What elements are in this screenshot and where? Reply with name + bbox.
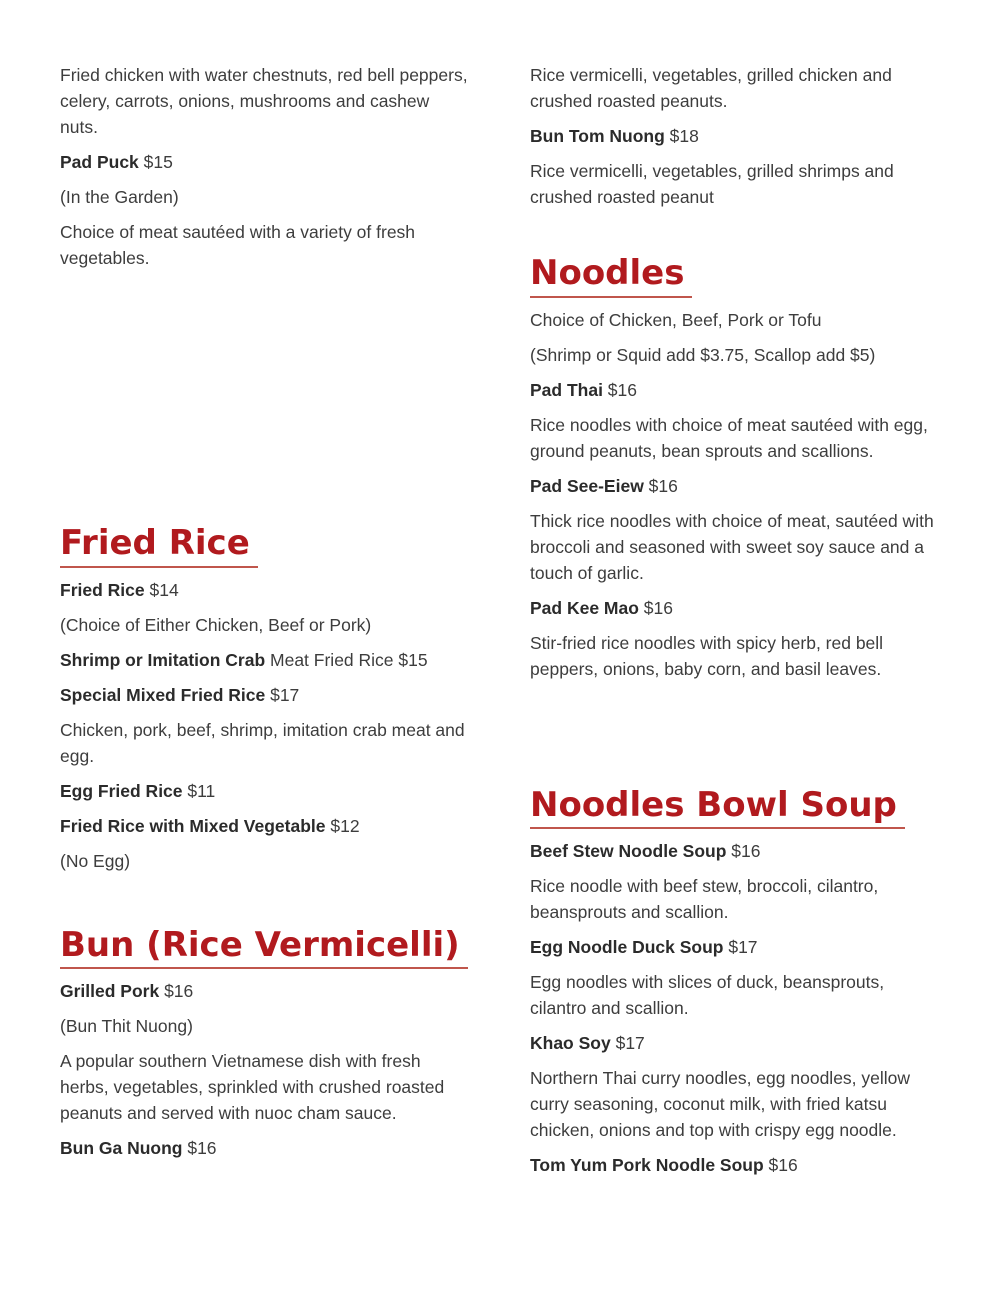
menu-description: Thick rice noodles with choice of meat, sautéed with broccoli and seasoned with sweet soy sauce and a touch of garlic. bbox=[530, 510, 934, 583]
menu-item bbox=[530, 123, 942, 149]
menu-item bbox=[60, 647, 472, 673]
menu-item bbox=[60, 778, 472, 804]
menu-note: (No Egg) bbox=[60, 850, 131, 871]
menu-item-price: $11 bbox=[182, 780, 216, 801]
menu-item-price: $16 bbox=[763, 1155, 798, 1176]
menu-item-name: Tom Yum Pork Noodle Soup bbox=[530, 1155, 764, 1176]
section-heading-text: Fried Rice bbox=[60, 525, 258, 568]
menu-item-name: Pad See-Eiew bbox=[530, 475, 644, 496]
menu-item-name: Grilled Pork bbox=[60, 981, 160, 1002]
menu-item-name: Egg Noodle Duck Soup bbox=[530, 937, 724, 958]
section-heading bbox=[530, 255, 942, 298]
menu-item-price: $15 bbox=[393, 649, 428, 670]
menu-note: (Shrimp or Squid add $3.75, Scallop add $5) bbox=[530, 344, 876, 365]
menu-item-price: $16 bbox=[643, 475, 678, 496]
menu-item-name: Special Mixed Fried Rice bbox=[60, 684, 266, 705]
menu-description: Rice noodle with beef stew, broccoli, cilantro, beansprouts and scallion. bbox=[530, 876, 879, 923]
menu-item bbox=[530, 838, 942, 864]
menu-item-name: Pad Thai bbox=[530, 379, 603, 400]
menu-description: Rice vermicelli, vegetables, grilled chicken and crushed roasted peanuts. bbox=[530, 65, 892, 111]
menu-item bbox=[60, 813, 472, 839]
section-heading bbox=[60, 525, 472, 568]
section-heading-text: Noodles bbox=[530, 255, 692, 298]
menu-item-name: Shrimp or Imitation Crab bbox=[60, 649, 266, 670]
menu-item bbox=[530, 1152, 942, 1178]
menu-note: (In the Garden) bbox=[60, 187, 179, 207]
menu-item bbox=[530, 934, 942, 960]
menu-item bbox=[530, 473, 942, 499]
menu-item-name-suffix: Meat Fried Rice bbox=[265, 649, 394, 670]
menu-item bbox=[530, 1030, 942, 1056]
menu-item bbox=[60, 149, 472, 175]
section-heading bbox=[60, 924, 472, 970]
menu-description: Northern Thai curry noodles, egg noodles, yellow curry seasoning, coconut milk, with fried katsu chicken, onions and top with crispy egg noodle. bbox=[530, 1068, 911, 1141]
menu-item-name: Fried Rice with Mixed Vegetable bbox=[60, 815, 326, 836]
menu-item-name: Bun Ga Nuong bbox=[60, 1138, 183, 1159]
menu-item-name: Bun Tom Nuong bbox=[530, 126, 665, 146]
menu-right-column bbox=[530, 62, 942, 1187]
menu-item bbox=[530, 377, 942, 403]
menu-item-price: $12 bbox=[325, 815, 360, 836]
menu-description: Rice vermicelli, vegetables, grilled shrimps and crushed roasted peanut bbox=[530, 161, 894, 207]
menu-item-name: Beef Stew Noodle Soup bbox=[530, 841, 727, 862]
section-spacer bbox=[60, 280, 472, 525]
menu-item-price: $16 bbox=[602, 379, 637, 400]
menu-item-price: $16 bbox=[638, 597, 673, 618]
menu-item-name: Fried Rice bbox=[60, 579, 145, 600]
section-spacer bbox=[530, 219, 942, 255]
menu-item bbox=[530, 595, 942, 621]
menu-note: (Choice of Either Chicken, Beef or Pork) bbox=[60, 614, 372, 635]
menu-item-price: $17 bbox=[265, 684, 300, 705]
menu-left-column bbox=[60, 62, 472, 1187]
menu-item-name: Egg Fried Rice bbox=[60, 780, 183, 801]
section-heading-text: Noodles Bowl Soup bbox=[530, 787, 905, 830]
menu-description: Rice noodles with choice of meat sautéed with egg, ground peanuts, bean sprouts and scallions. bbox=[530, 414, 928, 461]
menu-item-name: Khao Soy bbox=[530, 1033, 611, 1054]
section-spacer bbox=[530, 691, 942, 787]
menu-description: Chicken, pork, beef, shrimp, imitation crab meat and egg. bbox=[60, 719, 465, 766]
menu-description: Egg noodles with slices of duck, beansprouts, cilantro and scallion. bbox=[530, 972, 885, 1019]
section-heading bbox=[530, 784, 942, 830]
menu-note: (Bun Thit Nuong) bbox=[60, 1016, 193, 1037]
menu-item-name: Pad Kee Mao bbox=[530, 597, 639, 618]
menu-item-price: $17 bbox=[610, 1033, 645, 1054]
menu-item bbox=[60, 978, 472, 1004]
section-spacer bbox=[60, 883, 472, 927]
menu-item bbox=[60, 1135, 472, 1161]
menu-item-price: $16 bbox=[726, 841, 761, 862]
menu-description: Stir-fried rice noodles with spicy herb, red bell peppers, onions, baby corn, and basil leaves. bbox=[530, 632, 884, 679]
menu-item-price: $14 bbox=[144, 579, 179, 600]
menu-description: Fried chicken with water chestnuts, red bell peppers, celery, carrots, onions, mushrooms and cashew nuts. bbox=[60, 65, 468, 137]
menu-item bbox=[60, 577, 472, 603]
menu-description: A popular southern Vietnamese dish with fresh herbs, vegetables, sprinkled with crushed roasted peanuts and served with nuoc cham sauce. bbox=[60, 1051, 445, 1124]
menu-item bbox=[60, 682, 472, 708]
menu-description: Choice of Chicken, Beef, Pork or Tofu bbox=[530, 309, 822, 330]
menu-item-price: $18 bbox=[664, 126, 699, 146]
menu-description: Choice of meat sautéed with a variety of fresh vegetables. bbox=[60, 222, 416, 268]
menu-item-price: $15 bbox=[138, 152, 173, 172]
section-heading-text: Bun (Rice Vermicelli) bbox=[60, 927, 468, 970]
menu-item-price: $16 bbox=[182, 1138, 217, 1159]
menu-item-name: Pad Puck bbox=[60, 152, 139, 172]
menu-item-price: $17 bbox=[723, 937, 758, 958]
menu-item-price: $16 bbox=[159, 981, 194, 1002]
